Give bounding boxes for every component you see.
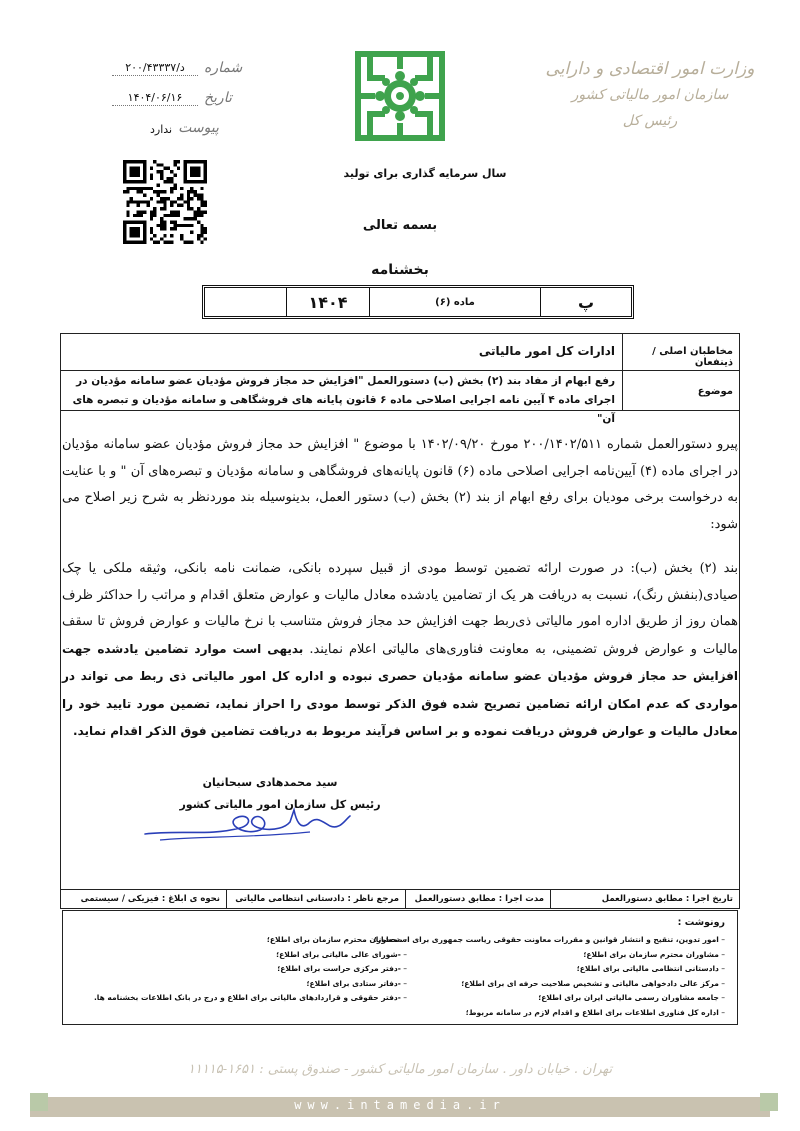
postal-address: تهران . خیابان داور . سازمان امور مالیاتی کشور - صندوق پستی : ۱۶۵۱-۱۱۱۱۵ <box>187 1062 613 1077</box>
subject-value: رفع ابهام از مفاد بند (۲) بخش (ب) دستورالعمل "افزایش حد مجاز فروش مؤدیان عضو سامانه مؤدیان در اجرای ماده ۴ آیین نامه اجرایی اصلاحی ماده ۶ قانون پایانه های فروشگاهی و سامانه مؤدیان و تبصره های آن" <box>72 375 615 425</box>
copy-item: – جامعه مشاوران رسمی مالیاتی ایران برای اطلاع؛ <box>374 991 725 1006</box>
notification-method: نحوه ی ابلاغ : فیزیکی / سیستمی <box>80 894 220 904</box>
circular-body-text <box>62 432 738 746</box>
code-box-series: پ <box>540 288 631 316</box>
copy-item: – مشاوران محترم سازمان برای اطلاع؛ <box>374 948 725 963</box>
code-box-article: ماده (۶) <box>369 288 540 316</box>
letter-number <box>112 60 242 76</box>
tax-organization-logo <box>352 48 448 144</box>
copies-right-list <box>374 933 725 1021</box>
number-label: شماره <box>204 60 243 76</box>
handwritten-signature <box>140 790 400 850</box>
number-value: د/۲۰۰/۴۳۳۳۷ <box>112 61 198 76</box>
subject-label: موضوع <box>697 386 733 397</box>
copies-left-list <box>94 933 407 1006</box>
qr-code-icon <box>123 160 207 244</box>
copy-item: – -دفاتر ستادی برای اطلاع؛ <box>94 977 407 992</box>
copy-item: – -معاونان محترم سازمان برای اطلاع؛ <box>94 933 407 948</box>
body-paragraph-2 <box>62 556 738 746</box>
recipients-label: مخاطبان اصلی / ذینفعان <box>652 346 733 368</box>
body-paragraph-2-emphasis: بدیهی است موارد تضامین یادشده جهت افزایش حد مجاز فروش مؤدیان عضو سامانه مؤدیان حصری نبوده و اداره کل امور مالیاتی ذی ربط می تواند در مواردی که عدم امکان ارائه تضامین تصریح شده فوق الذکر توسط مودی را احراز نماید، تضمین مورد تایید خود را معادل مالیات و عوارض فروش دریافت نموده و بر اساس فرآیند مربوط به دریافت تضامین فوق الذکر اقدام نماید. <box>62 641 738 738</box>
copy-item: – -شورای عالی مالیاتی برای اطلاع؛ <box>94 948 407 963</box>
organization-name: سازمان امور مالیاتی کشور <box>571 87 729 103</box>
recipients-value: ادارات کل امور مالیاتی <box>478 344 615 358</box>
circular-code-boxes <box>202 285 634 319</box>
copy-item: – دادستانی انتظامی مالیاتی برای اطلاع؛ <box>374 962 725 977</box>
code-box-blank <box>205 288 286 316</box>
copies-title: رونوشت : <box>677 917 725 928</box>
header-divider <box>622 334 623 410</box>
copy-item: – اداره کل فناوری اطلاعات برای اطلاع و اقدام لازم در سامانه مربوط؛ <box>374 1006 725 1021</box>
body-paragraph-2-text: بند (۲) بخش (ب): در صورت ارائه تضمین توسط مودی از قبیل سپرده بانکی، ضمانت نامه بانکی، وثیقه ملکی یا چک صیادی(بنفش رنگ)، نسبت به دریافت هر یک از تضامین یادشده معادل مالیات و عوارض متعلق اقدام و مراتب را حداکثر ظرف همان روز از طریق اداره امور مالیاتی ذی‌ربط جهت افزایش حد مجاز فروش متناسب با نرخ مالیات و عوارض فروش تا سقف مالیات و عوارض فروش تضمینی، به معاونت فناوری‌های مالیاتی اعلام نمایند. <box>62 561 738 657</box>
execution-period: مدت اجرا : مطابق دستورالعمل <box>405 889 550 909</box>
website-link[interactable]: www.intamedia.ir <box>294 1098 506 1112</box>
attachment-value: ندارد <box>150 123 173 136</box>
copies-section <box>62 910 738 1025</box>
ministry-name: وزارت امور اقتصادی و دارایی <box>545 59 755 79</box>
attachment-label: پیوست <box>178 120 219 136</box>
header-row-divider <box>61 370 739 371</box>
signer-name: سید محمدهادی سبحانیان <box>202 776 338 789</box>
copy-item: – امور تدوین، تنقیح و انتشار قوانین و مقررات معاونت حقوقی ریاست جمهوری برای استحضار؛ <box>374 933 725 948</box>
office-title: رئیس کل <box>622 113 678 129</box>
date-label: تاریخ <box>204 90 232 106</box>
date-value: ۱۴۰۴/۰۶/۱۶ <box>112 91 198 106</box>
signer-title: رئیس کل سازمان امور مالیاتی کشور <box>179 798 381 811</box>
body-paragraph-1: پیرو دستورالعمل شماره ۲۰۰/۱۴۰۲/۵۱۱ مورخ ۱۴۰۲/۰۹/۲۰ با موضوع " افزایش حد مجاز فروش مؤدیان عضو سامانه مؤدیان در اجرای ماده (۴) آیین‌نامه اجرایی اصلاحی ماده (۶) قانون پایانه‌های فروشگاهی و سامانه مؤدیان و تبصره‌های آن " و با عنایت به درخواست برخی مودیان برای رفع ابهام از بند (۲) بخش (ب) دستور العمل، بدینوسیله بند موردنظر به شرح زیر اصلاح می شود: <box>62 437 738 532</box>
copy-item: – -دفتر مرکزی حراست برای اطلاع؛ <box>94 962 407 977</box>
copy-item: – مرکز عالی دادخواهی مالیاتی و تشخیص صلاحیت حرفه ای برای اطلاع؛ <box>374 977 725 992</box>
besmellah-heading: بسمه تعالی <box>362 218 438 233</box>
copy-item: – -دفتر حقوقی و قراردادهای مالیاتی برای اطلاع و درج در بانک اطلاعات بخشنامه ها. <box>94 991 407 1006</box>
letter-attachment <box>150 120 219 136</box>
year-slogan: سال سرمایه گذاری برای تولید <box>343 167 507 180</box>
execution-info-row <box>61 889 739 909</box>
execution-date: تاریخ اجرا : مطابق دستورالعمل <box>550 889 739 909</box>
code-box-year: ۱۴۰۴ <box>286 288 369 316</box>
supervising-authority: مرجع ناظر : دادستانی انتظامی مالیاتی <box>226 889 405 909</box>
document-type-title: بخشنامه <box>371 262 429 278</box>
ministry-letterhead <box>540 56 760 134</box>
letter-date <box>112 90 232 106</box>
footer-square-left <box>30 1093 48 1111</box>
footer-square-right <box>760 1093 778 1111</box>
